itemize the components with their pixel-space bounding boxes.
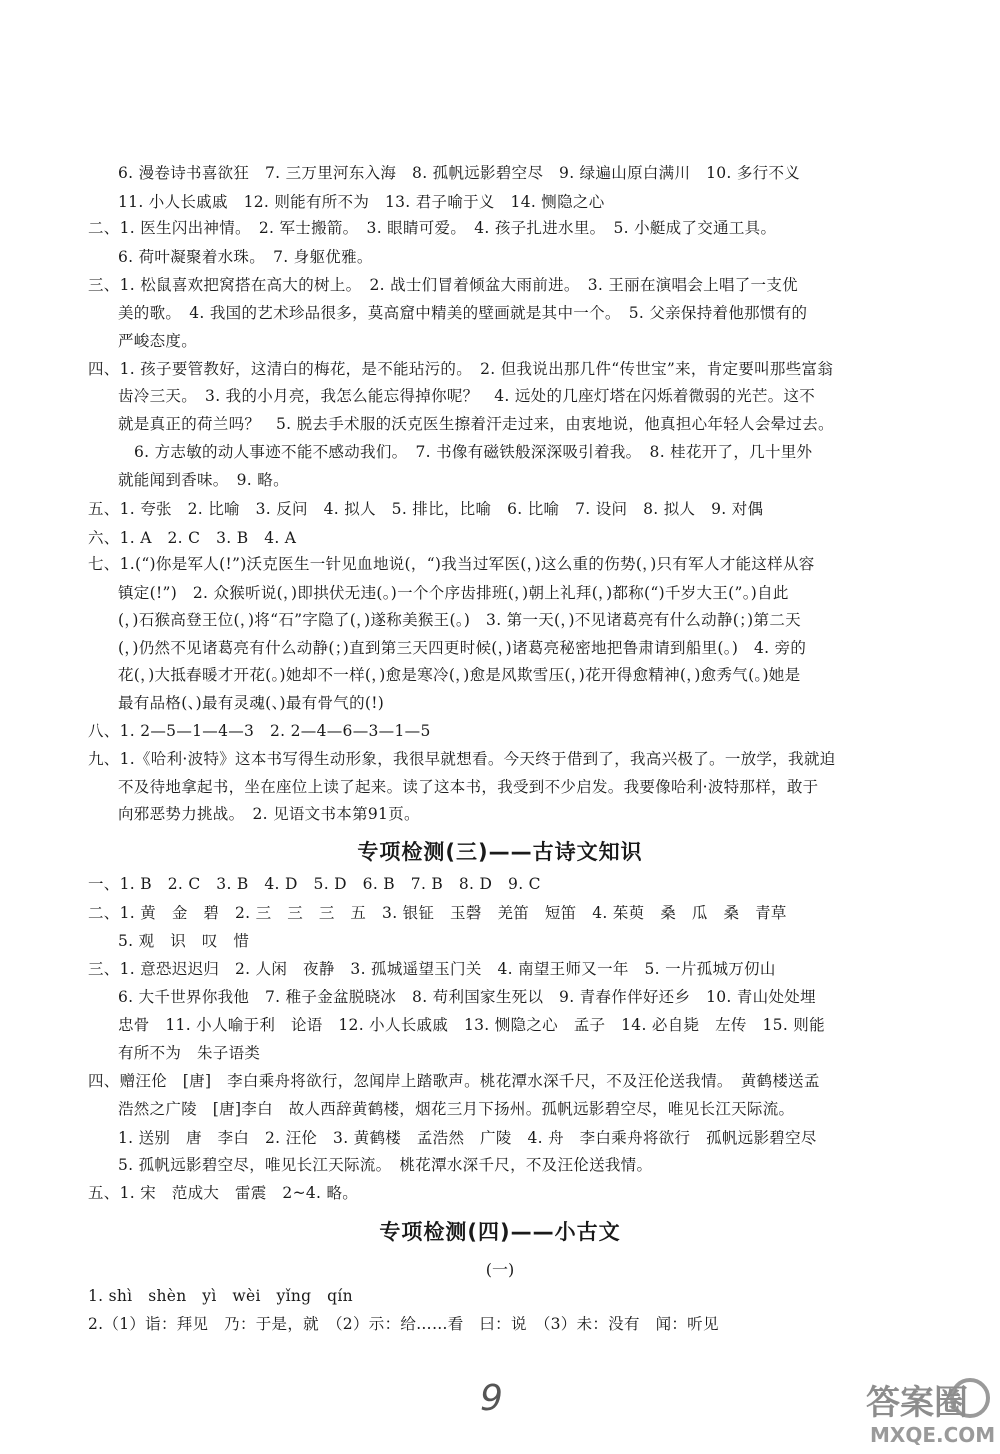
answer-line: 最有品格(、)最有灵魂(、)最有骨气的(!) bbox=[118, 694, 385, 712]
answer-line: 1. 送别 唐 李白 2. 汪伦 3. 黄鹤楼 孟浩然 广陵 4. 舟 李白乘舟将欲行 孤帆远影碧空尽 bbox=[118, 1129, 817, 1147]
answer-line: 忠骨 11. 小人喻于利 论语 12. 小人长戚戚 13. 恻隐之心 孟子 14. 必自毙 左传 15. 则能 bbox=[118, 1016, 825, 1034]
answer-line: 6. 大千世界你我他 7. 稚子金盆脱晓冰 8. 苟利国家生死以 9. 青春作伴好还乡 10. 青山处处埋 bbox=[118, 988, 816, 1006]
answer-line: 花(，)大抵春暖才开花(。)她却不一样(，)愈是寒冷(，)愈是风欺雪压(，)花开得愈精神(，)愈秀气(。)她是 bbox=[118, 666, 801, 684]
answer-line: 三、1. 意恐迟迟归 2. 人闲 夜静 3. 孤城遥望玉门关 4. 南望王师又一年 5. 一片孤城万仞山 bbox=[88, 960, 776, 978]
section-subheading: (一) bbox=[485, 1260, 515, 1279]
answer-line: 三、1. 松鼠喜欢把窝搭在高大的树上。 2. 战士们冒着倾盆大雨前进。 3. 王丽在演唱会上唱了一支优 bbox=[88, 276, 798, 294]
page-number: 9 bbox=[480, 1378, 503, 1419]
answer-line: 不及待地拿起书，坐在座位上读了起来。读了这本书，我受到不少启发。我要像哈利·波特那样，敢于 bbox=[118, 778, 819, 796]
watermark-domain: MXQE.COM bbox=[870, 1423, 996, 1447]
answer-line: 6. 荷叶凝聚着水珠。 7. 身躯优雅。 bbox=[118, 248, 373, 266]
answer-line: 6. 漫卷诗书喜欲狂 7. 三万里河东入海 8. 孤帆远影碧空尽 9. 绿遍山原白满川 10. 多行不义 bbox=[118, 164, 801, 182]
answer-line: 二、1. 医生闪出神情。 2. 军士搬箭。 3. 眼睛可爱。 4. 孩子扎进水里。 5. 小艇成了交通工具。 bbox=[88, 219, 777, 237]
answer-line: 四、1. 孩子要管教好，这清白的梅花，是不能玷污的。 2. 但我说出那几件“传世宝”来，肯定要叫那些富翁 bbox=[88, 360, 834, 378]
answer-line: 1. shì shèn yì wèi yǐng qín bbox=[88, 1287, 353, 1305]
answer-line: 齿冷三天。 3. 我的小月亮，我怎么能忘得掉你呢？ 4. 远处的几座灯塔在闪烁着微弱的光芒。这不 bbox=[118, 387, 816, 405]
answer-line: 有所不为 朱子语类 bbox=[118, 1044, 261, 1062]
watermark-title: 答案圈 bbox=[866, 1383, 968, 1423]
answer-line: 九、1.《哈利·波特》这本书写得生动形象，我很早就想看。今天终于借到了，我高兴极了。一放学，我就迫 bbox=[88, 750, 836, 768]
answer-line: 2.（1）诣：拜见 乃：于是，就 （2）示：给……看 曰：说 （3）未：没有 闻：听见 bbox=[88, 1315, 719, 1333]
answer-line: 严峻态度。 bbox=[118, 332, 198, 350]
answer-line: 就是真正的荷兰吗？ 5. 脱去手术服的沃克医生擦着汗走过来，由衷地说，他真担心年轻人会晕过去。 bbox=[118, 415, 834, 433]
section-heading: 专项检测(四)——小古文 bbox=[379, 1220, 621, 1244]
section-heading: 专项检测(三)——古诗文知识 bbox=[357, 840, 643, 864]
answer-line: 11. 小人长戚戚 12. 则能有所不为 13. 君子喻于义 14. 恻隐之心 bbox=[118, 193, 605, 211]
answer-line: 八、1. 2—5—1—4—3 2. 2—4—6—3—1—5 bbox=[88, 722, 431, 740]
answer-line: 6. 方志敏的动人事迹不能不感动我们。 7. 书像有磁铁般深深吸引着我。 8. 桂花开了，几十里外 bbox=[134, 443, 813, 461]
answer-line: 5. 观 识 叹 惜 bbox=[118, 932, 250, 950]
answer-line: 镇定(!”) 2. 众猴听说(，)即拱伏无违(。)一个个序齿排班(，)朝上礼拜(，)都称(“)千岁大王(”。)自此 bbox=[118, 584, 789, 602]
answer-line: 向邪恶势力挑战。 2. 见语文书本第91页。 bbox=[118, 805, 420, 823]
answer-line: 七、1.(“)你是军人(!”)沃克医生一针见血地说(，“)我当过军医(，)这么重的伤势(，)只有军人才能这样从容 bbox=[88, 555, 815, 573]
answer-line: 二、1. 黄 金 碧 2. 三 三 三 五 3. 银钲 玉磬 羌笛 短笛 4. 茱萸 桑 瓜 桑 青草 bbox=[88, 904, 787, 922]
answer-line: (，)石猴高登王位(，)将“石”字隐了(，)遂称美猴王(。) 3. 第一天(，)不见诸葛亮有什么动静(；)第二天 bbox=[118, 611, 801, 629]
answer-line: 五、1. 宋 范成大 雷震 2~4. 略。 bbox=[88, 1184, 359, 1202]
answer-line: 5. 孤帆远影碧空尽，唯见长江天际流。 桃花潭水深千尺，不及汪伦送我情。 bbox=[118, 1156, 653, 1174]
answer-line: 就能闻到香味。 9. 略。 bbox=[118, 471, 289, 489]
answer-line: 一、1. B 2. C 3. B 4. D 5. D 6. B 7. B 8. D 9. C bbox=[88, 875, 541, 893]
answer-line: (，)仍然不见诸葛亮有什么动静(；)直到第三天四更时候(，)诸葛亮秘密地把鲁肃请到船里(。) 4. 旁的 bbox=[118, 639, 807, 657]
answer-line: 美的歌。 4. 我国的艺术珍品很多，莫高窟中精美的壁画就是其中一个。 5. 父亲保持着他那惯有的 bbox=[118, 304, 808, 322]
watermark-logo bbox=[858, 1368, 1000, 1450]
answer-line: 四、赠汪伦 [唐] 李白乘舟将欲行，忽闻岸上踏歌声。桃花潭水深千尺，不及汪伦送我情。 黄鹤楼送孟 bbox=[88, 1072, 820, 1090]
answer-line: 浩然之广陵 [唐]李白 故人西辞黄鹤楼，烟花三月下扬州。孤帆远影碧空尽，唯见长江天际流。 bbox=[118, 1100, 795, 1118]
answer-line: 五、1. 夸张 2. 比喻 3. 反问 4. 拟人 5. 排比，比喻 6. 比喻 7. 设问 8. 拟人 9. 对偶 bbox=[88, 500, 764, 518]
answer-line: 六、1. A 2. C 3. B 4. A bbox=[88, 529, 297, 547]
